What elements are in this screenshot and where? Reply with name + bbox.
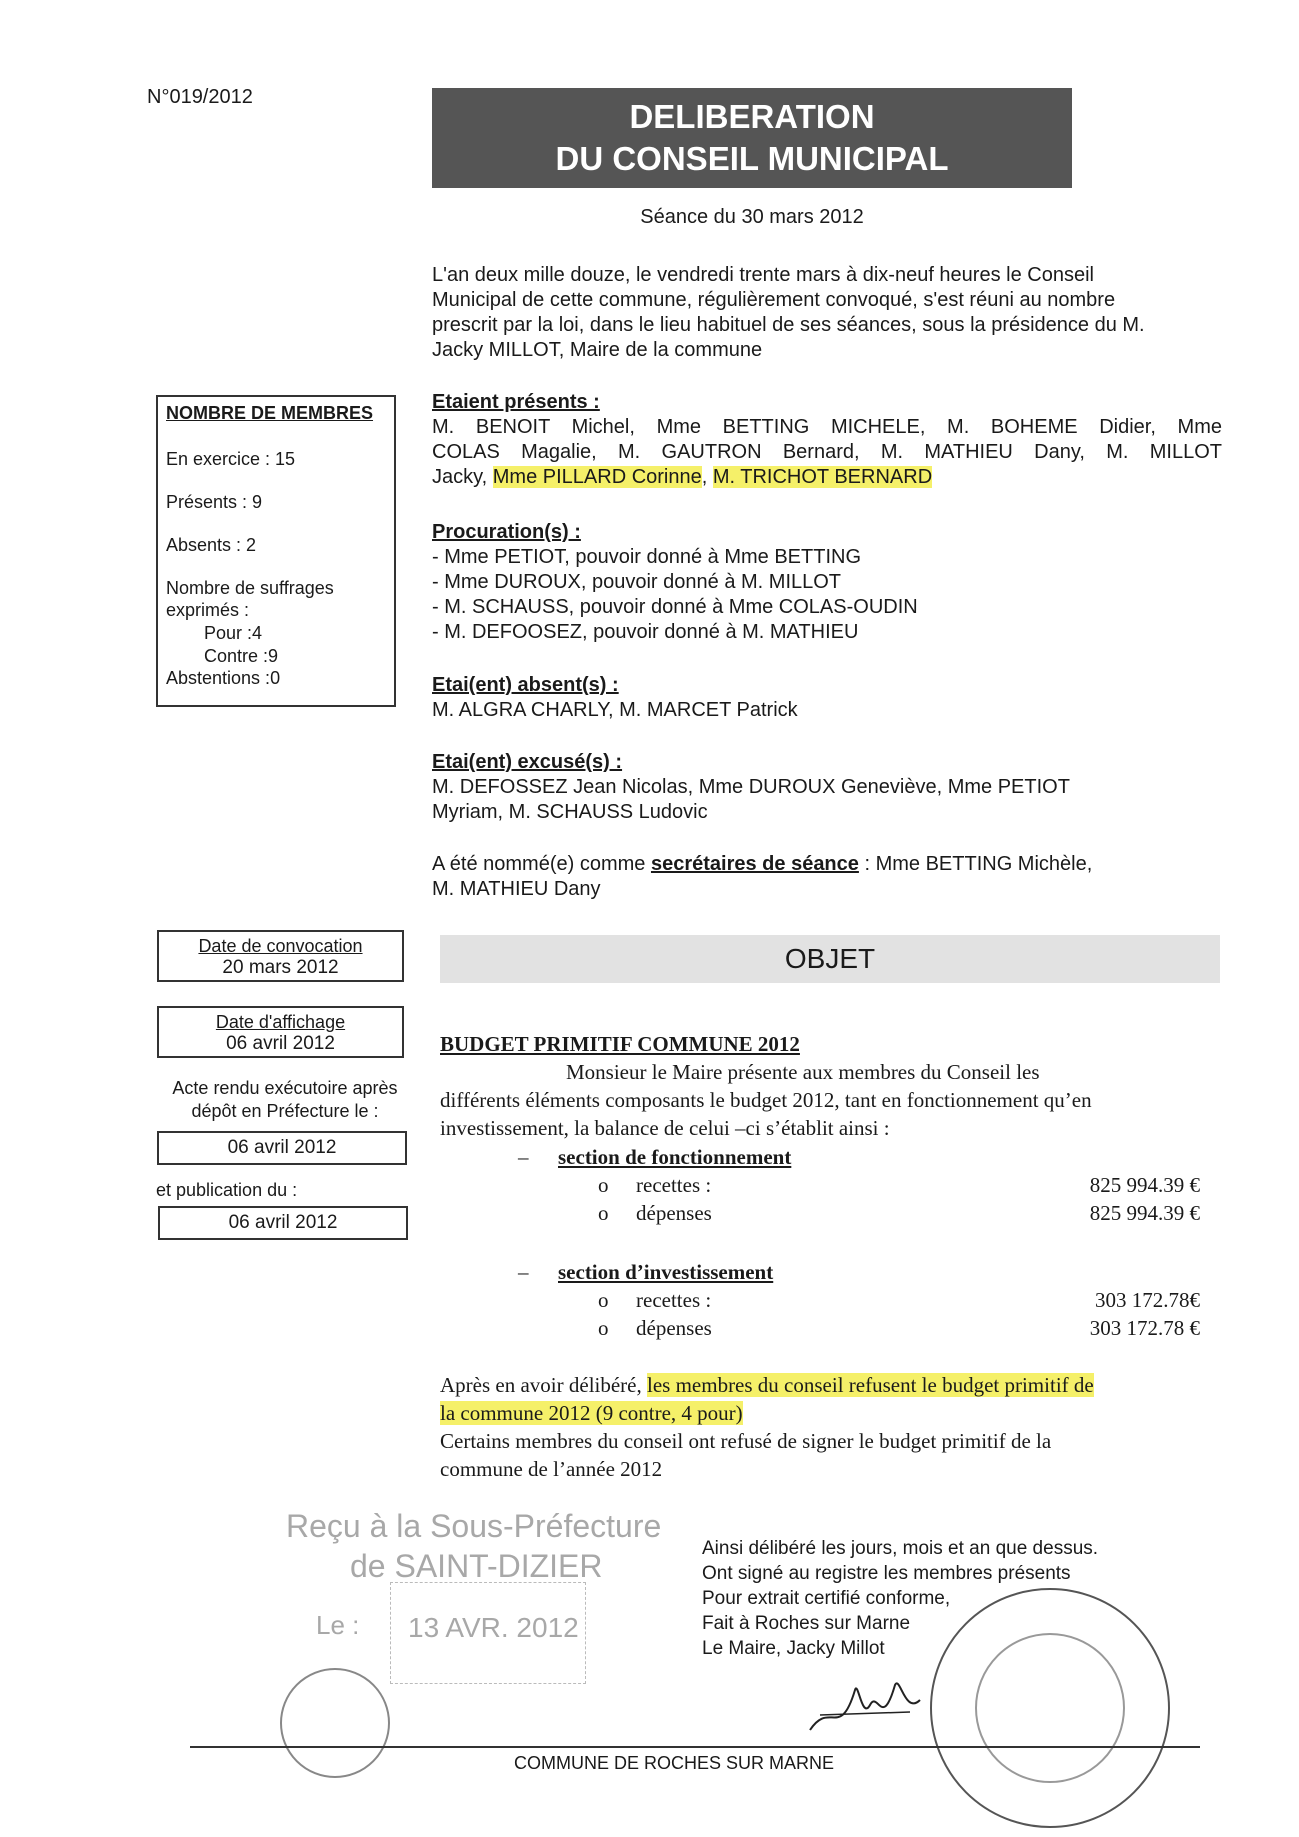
title-line-1: DELIBERATION: [629, 98, 875, 135]
affichage-label: Date d'affichage: [215, 1012, 346, 1032]
fonctionnement-recettes-value: 825 994.39 €: [1089, 1173, 1200, 1197]
presents-line-3-start: Jacky,: [432, 466, 493, 488]
mayor-signature: [800, 1660, 930, 1750]
footer-commune: COMMUNE DE ROCHES SUR MARNE: [514, 1753, 835, 1773]
procuration-item: - M. SCHAUSS, pouvoir donné à Mme COLAS-OUDIN: [432, 596, 918, 618]
secretaires-line-2: M. MATHIEU Dany: [432, 878, 601, 900]
secretaires-line-1: [432, 852, 1222, 877]
stamp-line-2: de SAINT-DIZIER: [350, 1548, 603, 1584]
decision-highlight-1: les membres du conseil refusent le budget primitif de: [647, 1373, 1094, 1397]
excuses-heading: Etai(ent) excusé(s) :: [432, 751, 623, 773]
decision-paragraph: [440, 1371, 1230, 1483]
fonctionnement-recettes-label: recettes :: [636, 1173, 712, 1197]
bullet-icon: o: [598, 1288, 609, 1312]
stamp-date: 13 AVR. 2012: [408, 1612, 579, 1643]
intro-paragraph: [432, 263, 1222, 363]
excuses-section: [432, 750, 1222, 825]
bullet-icon: o: [598, 1201, 609, 1225]
procuration-item: - Mme DUROUX, pouvoir donné à M. MILLOT: [432, 571, 842, 593]
convocation-box: [157, 930, 404, 982]
refus-line-2: commune de l’année 2012: [440, 1457, 663, 1481]
intro-line: prescrit par la loi, dans le lieu habituel de ses séances, sous la présidence du M.: [432, 314, 1145, 336]
dash-fonctionnement: –: [518, 1145, 529, 1169]
members-pour: Pour :4: [204, 623, 263, 643]
procurations-heading: Procuration(s) :: [432, 521, 581, 543]
publication-value: 06 avril 2012: [228, 1212, 338, 1233]
members-suffrages-label: Nombre de suffrages: [166, 578, 334, 598]
decision-line-2: [440, 1399, 1230, 1427]
members-en-exercice: En exercice : 15: [166, 449, 296, 469]
stamp-line-1: Reçu à la Sous-Préfecture: [286, 1508, 662, 1544]
fonctionnement-depenses-label: dépenses: [636, 1201, 712, 1225]
convocation-label: Date de convocation: [198, 936, 363, 956]
budget-title: BUDGET PRIMITIF COMMUNE 2012: [440, 1032, 800, 1056]
section-investissement-label: section d’investissement: [558, 1260, 774, 1284]
procuration-item: - Mme PETIOT, pouvoir donné à Mme BETTING: [432, 546, 862, 568]
refus-line-1: Certains membres du conseil ont refusé de signer le budget primitif de la: [440, 1429, 1052, 1453]
members-abstentions: Abstentions :0: [166, 668, 281, 688]
absents-section: [432, 673, 1222, 723]
members-box: [156, 395, 396, 707]
budget-intro: [440, 1058, 1230, 1142]
intro-line: L'an deux mille douze, le vendredi trente mars à dix-neuf heures le Conseil: [432, 264, 1094, 286]
highlighted-member-trichot: M. TRICHOT BERNARD: [712, 466, 933, 488]
presents-section: [432, 390, 1222, 490]
convocation-value: 20 mars 2012: [222, 957, 339, 978]
publication-label: et publication du :: [156, 1180, 298, 1200]
intro-line: Jacky MILLOT, Maire de la commune: [432, 339, 763, 361]
bullet-icon: o: [598, 1316, 609, 1340]
presents-line-3: [432, 465, 1222, 490]
bullet-icon: o: [598, 1173, 609, 1197]
budget-intro-line-1: Monsieur le Maire présente aux membres du Conseil les: [566, 1060, 1040, 1084]
procuration-item: - M. DEFOOSEZ, pouvoir donné à M. MATHIEU: [432, 621, 859, 643]
section-fonctionnement-label: section de fonctionnement: [558, 1145, 792, 1169]
absents-heading: Etai(ent) absent(s) :: [432, 674, 619, 696]
decision-line-1: [440, 1371, 1230, 1399]
excuses-line-1: M. DEFOSSEZ Jean Nicolas, Mme DUROUX Geneviève, Mme PETIOT: [432, 776, 1070, 798]
secretaires-suffix: : Mme BETTING Michèle,: [858, 853, 1093, 875]
members-absents: Absents : 2: [166, 535, 257, 555]
members-presents: Présents : 9: [166, 492, 263, 512]
closing-line: Pour extrait certifié conforme,: [702, 1588, 951, 1609]
publication-box: [158, 1206, 408, 1240]
document-title: [432, 88, 1072, 188]
closing-line: Fait à Roches sur Marne: [702, 1613, 911, 1634]
members-contre: Contre :9: [204, 646, 279, 666]
members-suffrages-label-2: exprimés :: [166, 600, 250, 620]
budget-intro-line-3: investissement, la balance de celui –ci s’établit ainsi :: [440, 1116, 890, 1140]
executoire-box: [157, 1131, 407, 1165]
mairie-seal-inner: [975, 1633, 1125, 1783]
presents-line-3-sep: ,: [701, 466, 713, 488]
affichage-value: 06 avril 2012: [226, 1033, 335, 1054]
dash-investissement: –: [518, 1260, 529, 1284]
secretaires-label: secrétaires de séance: [650, 853, 859, 875]
investissement-depenses-label: dépenses: [636, 1316, 712, 1340]
decision-start: Après en avoir délibéré,: [440, 1373, 647, 1397]
investissement-recettes-value: 303 172.78€: [1095, 1288, 1200, 1312]
executoire-label-2: dépôt en Préfecture le :: [191, 1101, 379, 1121]
closing-line: Ainsi délibéré les jours, mois et an que dessus.: [702, 1538, 1099, 1559]
secretaires-section: [432, 852, 1222, 902]
excuses-line-2: Myriam, M. SCHAUSS Ludovic: [432, 801, 708, 823]
procurations-section: [432, 520, 1222, 645]
closing-line: Ont signé au registre les membres présents: [702, 1563, 1071, 1584]
executoire-label: [155, 1077, 415, 1123]
secretaires-prefix: A été nommé(e) comme: [432, 853, 651, 875]
closing-line: Le Maire, Jacky Millot: [702, 1638, 885, 1659]
investissement-recettes-label: recettes :: [636, 1288, 712, 1312]
stamp-le: Le :: [316, 1610, 360, 1640]
footer-divider: [190, 1746, 1200, 1748]
session-date: Séance du 30 mars 2012: [640, 206, 864, 228]
commune-seal-left: [280, 1668, 390, 1778]
absents-line: M. ALGRA CHARLY, M. MARCET Patrick: [432, 699, 798, 721]
reference-number: N°019/2012: [147, 86, 253, 108]
fonctionnement-depenses-value: 825 994.39 €: [1089, 1201, 1200, 1225]
presents-heading: Etaient présents :: [432, 391, 600, 413]
investissement-depenses-value: 303 172.78 €: [1089, 1316, 1200, 1340]
presents-line-2: COLAS Magalie, M. GAUTRON Bernard, M. MATHIEU Dany, M. MILLOT: [432, 441, 1222, 463]
budget-intro-line-2: différents éléments composants le budget 2012, tant en fonctionnement qu’en: [440, 1088, 1092, 1112]
affichage-box: [157, 1006, 404, 1058]
members-box-title: NOMBRE DE MEMBRES: [166, 403, 374, 423]
highlighted-member-pillard: Mme PILLARD Corinne: [492, 466, 702, 488]
intro-line: Municipal de cette commune, régulièrement convoqué, s'est réuni au nombre: [432, 289, 1116, 311]
decision-highlight-2: la commune 2012 (9 contre, 4 pour): [440, 1401, 743, 1425]
executoire-value: 06 avril 2012: [227, 1137, 337, 1158]
objet-banner: OBJET: [440, 935, 1220, 983]
title-line-2: DU CONSEIL MUNICIPAL: [555, 140, 949, 177]
executoire-label-1: Acte rendu exécutoire après: [172, 1078, 398, 1098]
presents-line-1: M. BENOIT Michel, Mme BETTING MICHELE, M. BOHEME Didier, Mme: [432, 416, 1222, 438]
